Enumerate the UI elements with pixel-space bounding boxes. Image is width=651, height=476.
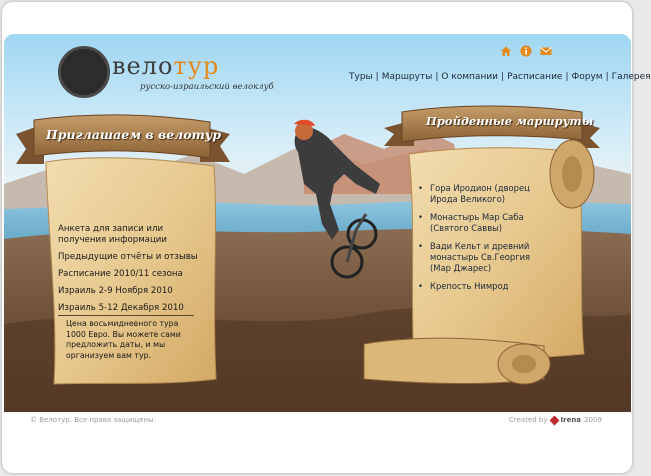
logo-subtitle: русско-израильский велоклуб bbox=[140, 82, 274, 92]
top-icon-bar bbox=[500, 42, 552, 54]
bicycle-logo-icon bbox=[58, 46, 110, 98]
logo-title-part2: тур bbox=[173, 52, 220, 80]
site-logo[interactable] bbox=[18, 46, 274, 100]
menu-item-application-form[interactable]: Анкета для записи или получения информации bbox=[58, 224, 167, 245]
nav-item-forum[interactable]: Форум bbox=[571, 72, 603, 82]
invite-menu bbox=[58, 224, 208, 361]
menu-item-israel-dec[interactable]: Израиль 5-12 Декабря 2010 bbox=[58, 303, 184, 313]
footer-credits bbox=[509, 416, 602, 424]
nav-item-about[interactable]: О компании bbox=[441, 72, 499, 82]
nav-item-schedule[interactable]: Расписание bbox=[507, 72, 563, 82]
tour-price-note: Цена восьмидневного тура 1000 Евро. Вы можете сами предложить даты, и мы организуем вам тур. bbox=[66, 319, 181, 360]
created-by-label: Created by bbox=[509, 416, 548, 424]
route-item-herodion[interactable]: • Гора Иродион (дворец Ирода Великого) bbox=[418, 183, 538, 205]
route-item-wadi-kelt[interactable]: • Вади Кельт и древний монастырь Св.Георгия (Мар Джарес) bbox=[418, 241, 538, 274]
menu-item-reports[interactable]: Предыдущие отчёты и отзывы bbox=[58, 252, 198, 262]
home-icon[interactable] bbox=[500, 42, 512, 54]
author-link[interactable]: Irena bbox=[560, 416, 582, 424]
footer-copyright: © Велотур. Все права защищены. bbox=[30, 416, 156, 424]
menu-divider bbox=[58, 315, 194, 316]
nav-item-gallery[interactable]: Галерея bbox=[611, 72, 651, 82]
logo-title bbox=[112, 52, 219, 80]
right-ribbon-title: Пройденные маршруты bbox=[426, 114, 594, 128]
mail-icon[interactable] bbox=[540, 42, 552, 54]
info-icon[interactable] bbox=[520, 42, 532, 54]
nav-item-tours[interactable]: Туры bbox=[349, 72, 373, 82]
menu-item-schedule[interactable]: Расписание 2010/11 сезона bbox=[58, 269, 183, 279]
author-logo-icon bbox=[549, 415, 559, 425]
route-item-nimrod[interactable]: • Крепость Нимрод bbox=[418, 281, 538, 292]
main-nav: Туры | Маршруты | О компании | Расписание | Форум | Галерея bbox=[349, 72, 651, 82]
menu-item-israel-nov[interactable]: Израиль 2-9 Ноября 2010 bbox=[58, 286, 173, 296]
credits-year: 2009 bbox=[584, 416, 602, 424]
nav-item-routes[interactable]: Маршруты bbox=[381, 72, 433, 82]
left-ribbon-title: Приглашаем в велотур bbox=[46, 127, 222, 142]
route-item-mar-saba[interactable]: • Монастырь Мар Саба (Святого Саввы) bbox=[418, 212, 538, 234]
logo-title-part1: вело bbox=[112, 52, 174, 80]
completed-routes-list bbox=[418, 183, 538, 299]
